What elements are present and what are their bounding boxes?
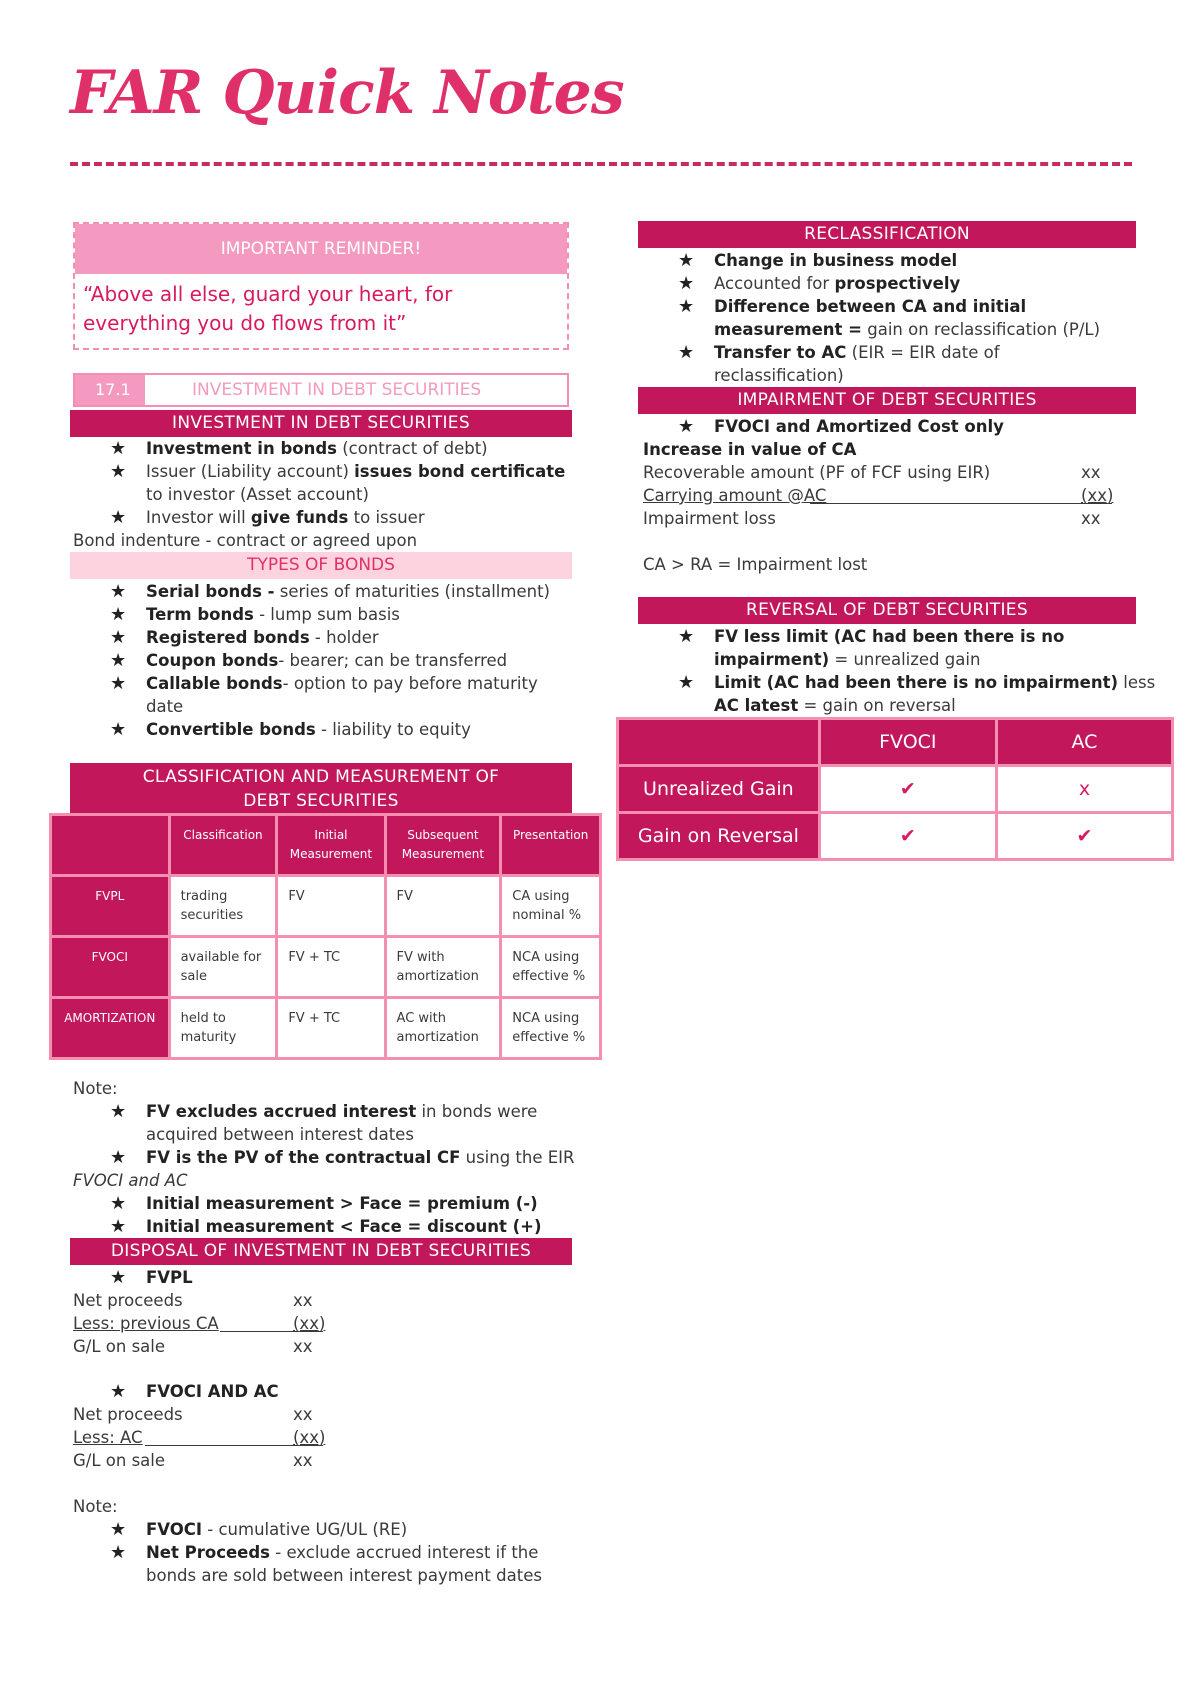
star-icon: ★ bbox=[110, 1519, 127, 1540]
star-icon: ★ bbox=[110, 461, 127, 482]
disposal-row-value: xx bbox=[293, 1337, 313, 1356]
table-cell: trading securities bbox=[169, 876, 277, 937]
star-icon: ★ bbox=[110, 1101, 127, 1122]
reversal-header: REVERSAL OF DEBT SECURITIES bbox=[638, 597, 1136, 624]
note-bullet: FV excludes accrued interest in bonds were bbox=[146, 1102, 538, 1121]
investment-bullet-1: Investment in bonds (contract of debt) bbox=[146, 439, 488, 458]
star-icon: ★ bbox=[678, 672, 695, 693]
reclass-bullet: Difference between CA and initial bbox=[714, 297, 1027, 316]
disposal-fvpl: FVPL bbox=[146, 1268, 193, 1287]
reclass-bullet: Accounted for prospectively bbox=[714, 274, 961, 293]
col-header: AC bbox=[996, 719, 1172, 766]
note-bullet: Initial measurement > Face = premium (-) bbox=[146, 1194, 538, 1213]
reclass-bullet: Transfer to AC (EIR = EIR date of bbox=[714, 343, 1000, 362]
star-icon: ★ bbox=[110, 1267, 127, 1288]
note-label: Note: bbox=[73, 1497, 118, 1516]
star-icon: ★ bbox=[678, 250, 695, 271]
type-item: Coupon bonds- bearer; can be transferred bbox=[146, 651, 508, 670]
table-cell: NCA using effective % bbox=[501, 937, 601, 998]
impairment-row-value: xx bbox=[1081, 509, 1101, 528]
star-icon: ★ bbox=[110, 1216, 127, 1237]
table-cell: held to maturity bbox=[169, 998, 277, 1059]
row-header: FVOCI bbox=[51, 937, 170, 998]
disposal-row-value: (xx) bbox=[293, 1314, 326, 1333]
disposal-row-value: xx bbox=[293, 1291, 313, 1310]
star-icon: ★ bbox=[110, 581, 127, 602]
impairment-subheading: Increase in value of CA bbox=[643, 440, 857, 459]
section-heading bbox=[73, 373, 569, 407]
col-header: Initial Measurement bbox=[277, 815, 385, 876]
corner-cell bbox=[51, 815, 170, 876]
disposal-row-value: (xx) bbox=[293, 1428, 326, 1447]
table-cell: AC with amortization bbox=[385, 998, 501, 1059]
investment-bullet-2: Issuer (Liability account) issues bond certificate bbox=[146, 462, 566, 481]
col-header: FVOCI bbox=[819, 719, 996, 766]
note-bullet: FV is the PV of the contractual CF using the EIR bbox=[146, 1148, 575, 1167]
reversal-bullet: Limit (AC had been there is no impairment) less bbox=[714, 673, 1156, 692]
classification-table bbox=[49, 813, 602, 1060]
reclass-bullet-cont: measurement = gain on reclassification (P/L) bbox=[714, 320, 1101, 339]
disposal-row-label: G/L on sale bbox=[73, 1337, 166, 1356]
col-header: Classification bbox=[169, 815, 277, 876]
row-header: FVPL bbox=[51, 876, 170, 937]
disposal-header: DISPOSAL OF INVESTMENT IN DEBT SECURITIES bbox=[70, 1238, 572, 1265]
note-label: Note: bbox=[73, 1079, 118, 1098]
type-item: Serial bonds - series of maturities (installment) bbox=[146, 582, 550, 601]
star-icon: ★ bbox=[110, 1147, 127, 1168]
star-icon: ★ bbox=[110, 650, 127, 671]
reversal-bullet-cont: impairment) = unrealized gain bbox=[714, 650, 981, 669]
star-icon: ★ bbox=[678, 626, 695, 647]
note-bullet: FVOCI - cumulative UG/UL (RE) bbox=[146, 1520, 408, 1539]
impairment-header: IMPAIRMENT OF DEBT SECURITIES bbox=[638, 387, 1136, 414]
star-icon: ★ bbox=[678, 416, 695, 437]
table-cell: FV bbox=[385, 876, 501, 937]
table-cell: FV + TC bbox=[277, 998, 385, 1059]
star-icon: ★ bbox=[110, 719, 127, 740]
check-icon: ✔ bbox=[819, 766, 996, 813]
disposal-row-label: Less: AC bbox=[73, 1428, 143, 1447]
cross-icon: x bbox=[996, 766, 1172, 813]
section-title: INVESTMENT IN DEBT SECURITIES bbox=[192, 380, 482, 400]
title-divider bbox=[70, 162, 1132, 166]
reclass-bullet: Change in business model bbox=[714, 251, 958, 270]
investment-header: INVESTMENT IN DEBT SECURITIES bbox=[70, 410, 572, 437]
table-cell: NCA using effective % bbox=[501, 998, 601, 1059]
check-icon: ✔ bbox=[819, 813, 996, 860]
star-icon: ★ bbox=[110, 673, 127, 694]
table-cell: CA using nominal % bbox=[501, 876, 601, 937]
impairment-row-value: xx bbox=[1081, 463, 1101, 482]
types-header: TYPES OF BONDS bbox=[70, 552, 572, 579]
star-icon: ★ bbox=[678, 342, 695, 363]
table-cell: available for sale bbox=[169, 937, 277, 998]
star-icon: ★ bbox=[110, 438, 127, 459]
disposal-row-value: xx bbox=[293, 1451, 313, 1470]
type-item: Convertible bonds - liability to equity bbox=[146, 720, 471, 739]
disposal-row-label: Less: previous CA bbox=[73, 1314, 219, 1333]
reclass-bullet-cont: reclassification) bbox=[714, 366, 844, 385]
note-bullet: Net Proceeds - exclude accrued interest if the bbox=[146, 1543, 539, 1562]
reminder-header: IMPORTANT REMINDER! bbox=[75, 224, 567, 274]
star-icon: ★ bbox=[678, 273, 695, 294]
star-icon: ★ bbox=[678, 296, 695, 317]
reclassification-header: RECLASSIFICATION bbox=[638, 221, 1136, 248]
classification-header: CLASSIFICATION AND MEASUREMENT OF DEBT SECURITIES bbox=[70, 763, 572, 813]
table-cell: FV with amortization bbox=[385, 937, 501, 998]
disposal-row-value: xx bbox=[293, 1405, 313, 1424]
star-icon: ★ bbox=[110, 507, 127, 528]
impairment-formula: CA > RA = Impairment lost bbox=[643, 555, 868, 574]
investment-bullet-3: Investor will give funds to issuer bbox=[146, 508, 425, 527]
bond-indenture: Bond indenture - contract or agreed upon bbox=[73, 531, 418, 550]
table-cell: FV bbox=[277, 876, 385, 937]
section-number: 17.1 bbox=[75, 375, 145, 405]
underline-rule bbox=[810, 503, 1112, 504]
impairment-row-label: Impairment loss bbox=[643, 509, 776, 528]
check-icon: ✔ bbox=[996, 813, 1172, 860]
star-icon: ★ bbox=[110, 627, 127, 648]
disposal-row-label: Net proceeds bbox=[73, 1405, 183, 1424]
row-header: AMORTIZATION bbox=[51, 998, 170, 1059]
row-header: Unrealized Gain bbox=[618, 766, 820, 813]
type-item: Registered bonds - holder bbox=[146, 628, 379, 647]
table-cell: FV + TC bbox=[277, 937, 385, 998]
type-item: Callable bonds- option to pay before maturity bbox=[146, 674, 538, 693]
comparison-table bbox=[616, 717, 1174, 861]
star-icon: ★ bbox=[110, 1193, 127, 1214]
star-icon: ★ bbox=[110, 604, 127, 625]
disposal-row-label: G/L on sale bbox=[73, 1451, 166, 1470]
col-header: Subsequent Measurement bbox=[385, 815, 501, 876]
note-bullet: Initial measurement < Face = discount (+) bbox=[146, 1217, 542, 1236]
page-title: FAR Quick Notes bbox=[70, 58, 624, 128]
note-subheading: FVOCI and AC bbox=[73, 1171, 188, 1190]
investment-bullet-2-cont: to investor (Asset account) bbox=[146, 485, 369, 504]
reminder-box bbox=[73, 222, 569, 350]
note-bullet-cont: acquired between interest dates bbox=[146, 1125, 414, 1144]
note-bullet-cont: bonds are sold between interest payment dates bbox=[146, 1566, 542, 1585]
disposal-row-label: Net proceeds bbox=[73, 1291, 183, 1310]
star-icon: ★ bbox=[110, 1381, 127, 1402]
impairment-bullet: FVOCI and Amortized Cost only bbox=[714, 417, 1004, 436]
type-item-cont: date bbox=[146, 697, 184, 716]
corner-cell bbox=[618, 719, 820, 766]
reversal-bullet-cont: AC latest = gain on reversal bbox=[714, 696, 956, 715]
reminder-quote: “Above all else, guard your heart, for everything you do flows from it” bbox=[83, 282, 453, 335]
disposal-fvoci: FVOCI AND AC bbox=[146, 1382, 279, 1401]
col-header: Presentation bbox=[501, 815, 601, 876]
type-item: Term bonds - lump sum basis bbox=[146, 605, 400, 624]
star-icon: ★ bbox=[110, 1542, 127, 1563]
impairment-row-label: Recoverable amount (PF of FCF using EIR) bbox=[643, 463, 991, 482]
reversal-bullet: FV less limit (AC had been there is no bbox=[714, 627, 1065, 646]
row-header: Gain on Reversal bbox=[618, 813, 820, 860]
impairment-row-label: Carrying amount @AC bbox=[643, 486, 827, 505]
impairment-row-value: (xx) bbox=[1081, 486, 1114, 505]
